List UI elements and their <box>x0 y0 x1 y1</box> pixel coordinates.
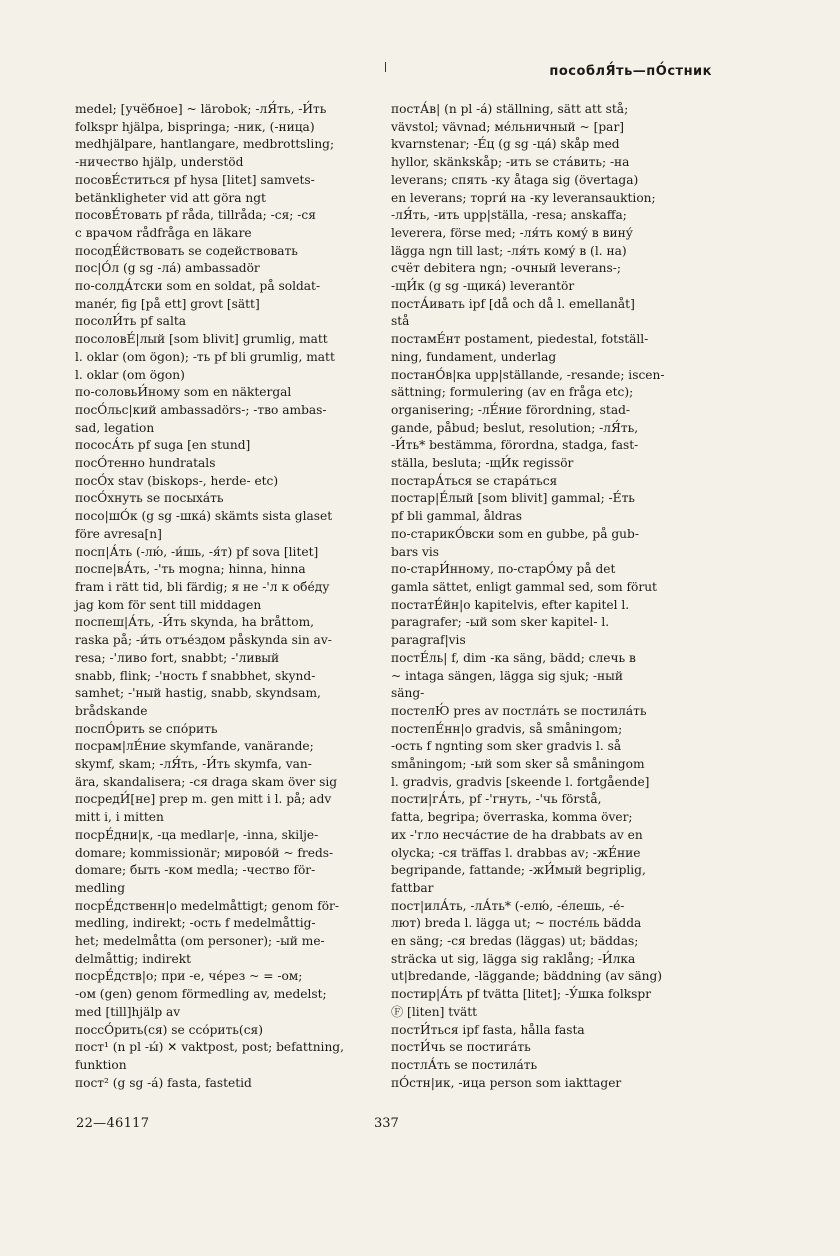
dictionary-entry <box>391 490 713 508</box>
entry-line: счёт debitera ngn; -очный leverans-; <box>391 261 621 276</box>
entry-line: их -'гло несчáстие de ha drabbats av en <box>391 827 643 842</box>
entry-line: посрЕ́дственн|о medelmåttigt; genom för- <box>75 898 339 913</box>
entry-line: funktion <box>75 1057 127 1072</box>
entry-line: medhjälpare, hantlangare, medbrottsling; <box>75 137 335 152</box>
entry-line: domare; kommissionär; мирово́й ~ freds- <box>75 845 334 860</box>
dictionary-entry <box>75 1039 379 1057</box>
entry-line: vävstol; vävnad; ме́льничный ~ [par] <box>391 119 625 134</box>
dictionary-entry <box>75 384 379 402</box>
dictionary-entry <box>75 101 379 172</box>
entry-line: en säng; -ся bredas (läggas) ut; bäddas; <box>391 934 639 949</box>
entry-line: посредИ́[не] prep m. gen mitt i l. på; adv <box>75 792 332 807</box>
entry-line: manér, fig [på ett] grovt [sätt] <box>75 296 260 311</box>
entry-line: brådskande <box>75 703 148 718</box>
entry-line: sad, legation <box>75 420 155 435</box>
entry-line: säng- <box>391 686 425 701</box>
entry-line: olycka; -ся träffas l. drabbas av; -жЕ́ние <box>391 845 641 860</box>
entry-line: постир|А́ть pf tvätta [litet]; -У́шка folkspr <box>391 987 652 1002</box>
dictionary-entry <box>391 1057 713 1075</box>
dictionary-entry <box>391 721 713 739</box>
entry-line: lägga ngn till last; -ля́ть кому́ в (l. на) <box>391 243 627 258</box>
entry-line: ställa, besluta; -щИ́к regissör <box>391 456 574 471</box>
entry-line: посО́льс|кий ambassadörs-; -тво ambas- <box>75 402 327 417</box>
dictionary-entry <box>75 915 379 986</box>
entry-line: пососА́ть pf suga [en stund] <box>75 438 251 453</box>
entry-line: -ом (gen) genom förmedling av, medelst; <box>75 987 327 1002</box>
center-tick-mark <box>385 62 386 72</box>
entry-line: пО́стн|ик, -ица person som iakttager <box>391 1075 622 1090</box>
entry-line: ~ intaga sängen, lägga sig sjuk; -ный <box>391 668 623 683</box>
entry-line: ära, skandalisera; -ся draga skam över sig <box>75 774 338 789</box>
entry-line: посо|шО́к (g sg -шкá) skämts sista glaset <box>75 509 333 524</box>
dictionary-entry <box>75 508 379 543</box>
entry-line: mitt i, i mitten <box>75 810 164 825</box>
entry-line: пос|О́л (g sg -лá) ambassadör <box>75 261 260 276</box>
entry-line: begripande, fattande; -жИ́мый begriplig, <box>391 863 646 878</box>
entry-line: посовЕ́ститься pf hysa [litet] samvets- <box>75 172 315 187</box>
dictionary-entry <box>391 1075 713 1093</box>
dictionary-entry <box>75 243 379 261</box>
entry-line: fattbar <box>391 880 434 895</box>
entry-line: med [till]hjälp av <box>75 1004 181 1019</box>
entry-line: -И́ть* bestämma, förordna, stadga, fast- <box>391 438 639 453</box>
entry-line: посолИ́ть pf salta <box>75 314 187 329</box>
dictionary-entry <box>75 402 379 437</box>
entry-line: -щИ́к (g sg -щикá) leverantör <box>391 279 575 294</box>
entry-line: en leverans; торги́ на -ку leveransauktion; <box>391 190 656 205</box>
dictionary-entry <box>75 738 379 756</box>
entry-line: посрам|лЕ́ние skymfande, vanärande; <box>75 739 314 754</box>
entry-line: betänkligheter vid att göra ngt <box>75 190 266 205</box>
entry-line: пост|илА́ть, -лА́ть* (-елю́, -е́лешь, -е́- <box>391 898 625 913</box>
entry-line: medling <box>75 880 126 895</box>
entry-line: по-старИ́нному, по-старО́му på det <box>391 562 616 577</box>
entry-line: sträcka ut sig, lägga sig raklång; -И́лка <box>391 951 636 966</box>
signature-mark: 22—46117 <box>76 1116 150 1131</box>
dictionary-entry <box>75 986 379 1039</box>
entry-line: raska på; -и́ть отъе́здом påskynda sin av- <box>75 633 332 648</box>
entry-line: medel; [учёбное] ~ lärobok; -лЯ́ть, -И́ть <box>75 102 327 116</box>
dictionary-entry <box>75 809 379 844</box>
dictionary-entry <box>391 809 713 898</box>
entry-line: medling, indirekt; -ость f medelmåttig- <box>75 916 316 931</box>
entry-line: по-старикО́вски som en gubbe, på gub- <box>391 526 639 541</box>
dictionary-entry <box>391 614 713 667</box>
entry-line: с врачом rådfråga en läkare <box>75 225 252 240</box>
dictionary-entry <box>391 1039 713 1057</box>
dictionary-entry <box>75 561 379 614</box>
entry-line: посовЕ́товать pf råda, tillråda; -ся; -ся <box>75 208 316 223</box>
entry-line: -ость f ngnting som sker gradvis l. så <box>391 739 622 754</box>
entry-line: пост² (g sg -á) fasta, fastetid <box>75 1075 252 1090</box>
dictionary-entry <box>75 1057 379 1092</box>
entry-line: постарА́ться se стара́ться <box>391 473 558 488</box>
entry-line: resa; -'ливо fort, snabbt; -'ливый <box>75 650 280 665</box>
dictionary-entry <box>75 331 379 384</box>
entry-line: лют) breda l. lägga ut; ~ посте́ль bädda <box>391 916 642 931</box>
entry-line: pf bli gammal, åldras <box>391 509 523 524</box>
entry-line: gamla sättet, enligt gammal sed, som förut <box>391 579 657 594</box>
entry-line: постлА́ть se постилáть <box>391 1057 538 1072</box>
entry-line: посоловЕ́|лый [som blivit] grumlig, matt <box>75 332 328 347</box>
dictionary-entry <box>391 101 713 296</box>
dictionary-entry <box>75 437 379 455</box>
running-header: пособлЯ́ть—пО́стник <box>549 64 712 79</box>
dictionary-entry <box>75 313 379 331</box>
dictionary-entry <box>391 579 713 614</box>
dictionary-entry <box>75 756 379 809</box>
entry-line: sättning; formulering (av en fråga etc); <box>391 385 634 400</box>
dictionary-entry <box>75 614 379 738</box>
dictionary-entry <box>391 986 713 1021</box>
entry-line: постА́ивать ipf [då och då l. emellanåt] <box>391 296 635 311</box>
dictionary-entry <box>391 1022 713 1040</box>
dictionary-entry <box>391 508 713 543</box>
entry-line: посрЕ́дств|о; при -е, че́рез ~ = -ом; <box>75 969 303 984</box>
entry-line: kvarnstenar; -Е́ц (g sg -цá) skåp med <box>391 137 620 152</box>
entry-line: посО́тенно hundratals <box>75 456 216 471</box>
entry-line: fram i rätt tid, bli färdig; я не -'л к обе́ду <box>75 579 330 594</box>
entry-line: постА́в| (n pl -á) ställning, sätt att stå; <box>391 102 629 116</box>
page-number: 337 <box>374 1116 399 1131</box>
entry-line: посО́хнуть se посыхáть <box>75 491 224 506</box>
entry-line: l. oklar (om ögon) <box>75 367 185 382</box>
entry-line: skymf, skam; -лЯ́ть, -И́ть skymfa, van- <box>75 757 312 772</box>
entry-line: посодЕ́йствовать se содействовать <box>75 243 298 258</box>
entry-line: постИ́чь se постигáть <box>391 1040 531 1055</box>
entry-line: постелЮ́ pres av постлáть se постилáть <box>391 703 647 718</box>
entry-line: stå <box>391 314 410 329</box>
entry-line: посО́х stav (biskops-, herde- etc) <box>75 473 279 488</box>
dictionary-entry <box>75 278 379 313</box>
entry-line: постамЕ́нт postament, piedestal, fotställ- <box>391 332 649 347</box>
entry-line: folkspr hjälpa, bispringa; -ник, (-ница) <box>75 119 315 134</box>
entry-line: постар|Е́лый [som blivit] gammal; -Е́ть <box>391 491 635 506</box>
entry-line: snabb, flink; -'ность f snabbhet, skynd- <box>75 668 316 683</box>
entry-line: постепЕ́нн|о gradvis, så småningom; <box>391 721 623 736</box>
entry-line: paragraf|vis <box>391 633 466 648</box>
dictionary-entry <box>75 845 379 916</box>
entry-line: постЕ́ль| f, dim -ка säng, bädd; слечь в <box>391 650 636 665</box>
entry-line: l. oklar (om ögon); -ть pf bli grumlig, matt <box>75 349 335 364</box>
entry-line: jag kom för sent till middagen <box>75 597 262 612</box>
entry-line: поспО́рить se спо́рить <box>75 721 218 736</box>
dictionary-entry <box>75 260 379 278</box>
entry-line: leverera, förse med; -ля́ть кому́ в вину́ <box>391 225 633 240</box>
entry-line: l. gradvis, gradvis [skeende l. fortgående] <box>391 774 650 789</box>
entry-line: ning, fundament, underlag <box>391 349 557 364</box>
dictionary-entry <box>391 296 713 331</box>
entry-line: -ничество hjälp, understöd <box>75 155 244 170</box>
entry-line: поспеш|А́ть, -И́ть skynda, ha bråttom, <box>75 615 315 630</box>
entry-line: постИ́ться ipf fasta, hålla fasta <box>391 1022 585 1037</box>
entry-line: hyllor, skänkskåp; -ить se стáвить; -на <box>391 155 630 170</box>
entry-line: paragrafer; -ый som sker kapitel- l. <box>391 615 610 630</box>
entry-line: leverans; спять -ку åtaga sig (övertaga) <box>391 172 639 187</box>
dictionary-entry <box>391 331 713 366</box>
dictionary-entry <box>75 172 379 207</box>
dictionary-entry <box>391 738 713 809</box>
entry-line: -лЯ́ть, -ить upp|ställa, -resa; anskaffa; <box>391 208 627 223</box>
dictionary-entry <box>391 898 713 987</box>
entry-line: småningom; -ый som sker så småningom <box>391 757 645 772</box>
dictionary-entry <box>391 367 713 491</box>
dictionary-entry <box>75 455 379 473</box>
entry-line: gande, påbud; beslut, resolution; -лЯ́ть, <box>391 420 639 435</box>
entry-line: ut|bredande, -läggande; bäddning (av säng) <box>391 969 663 984</box>
entry-line: organisering; -лЕ́ние förordning, stad- <box>391 402 631 417</box>
entry-line: поспе|вА́ть, -'ть mogna; hinna, hinna <box>75 562 306 577</box>
entry-line: fatta, begripa; överraska, komma över; <box>391 810 633 825</box>
dictionary-entry <box>75 544 379 562</box>
dictionary-entry <box>75 473 379 491</box>
entry-line: samhet; -'ный hastig, snabb, skyndsam, <box>75 686 321 701</box>
left-column <box>75 101 379 1092</box>
entry-line: пости|гА́ть, pf -'гнуть, -'чь förstå, <box>391 792 602 807</box>
entry-line: по-соловьИ́ному som en näktergal <box>75 385 292 400</box>
entry-line: före avresa[n] <box>75 526 162 541</box>
right-column <box>391 101 713 1092</box>
entry-line: пост¹ (n pl -ы́) ✕ vaktpost, post; befattning, <box>75 1040 344 1055</box>
entry-line: по-солдА́тски som en soldat, på soldat- <box>75 279 321 294</box>
entry-line: посп|А́ть (-лю́, -и́шь, -я́т) pf sova [litet] <box>75 544 319 559</box>
dictionary-entry <box>391 544 713 579</box>
entry-line: поссО́рить(ся) se ссо́рить(ся) <box>75 1022 263 1037</box>
entry-line: посрЕ́дни|к, -ца medlar|e, -inna, skilje- <box>75 827 319 842</box>
entry-line: domare; быть -ком medla; -чество för- <box>75 863 316 878</box>
entry-line: Ⓕ [liten] tvätt <box>391 1004 478 1019</box>
dictionary-entry <box>75 490 379 508</box>
entry-line: delmåttig; indirekt <box>75 951 191 966</box>
dictionary-entry <box>391 668 713 721</box>
entry-line: постатЕ́йн|о kapitelvis, efter kapitel l. <box>391 597 630 612</box>
entry-line: постанО́в|ка upp|ställande, -resande; iscen- <box>391 367 665 382</box>
entry-line: het; medelmåtta (om personer); -ый me- <box>75 934 325 949</box>
dictionary-entry <box>75 207 379 242</box>
entry-line: bars vis <box>391 544 440 559</box>
